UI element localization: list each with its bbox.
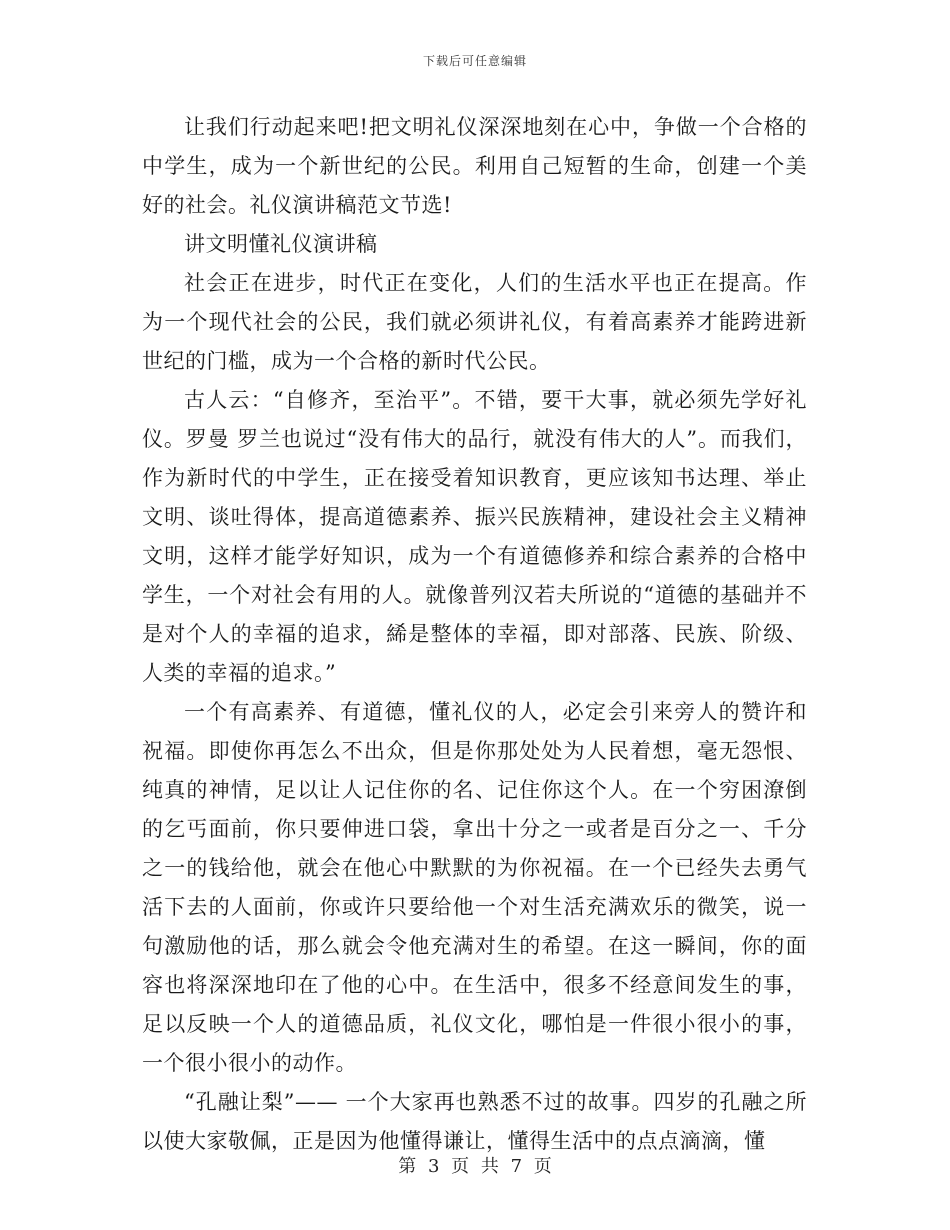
paragraph-3: 古人云：“自修齐，至治平”。不错，要干大事，就必须先学好礼仪。罗曼 罗兰也说过“没有伟大的品行，就没有伟大的人”。而我们，作为新时代的中学生，正在接受着知识教育，更应该知书达理、举止文明、谈吐得体，提高道德素养、振兴民族精神，建设社会主义精神文明，这样才能学好知识，成为一个有道德修养和综合素养的合格中学生，一个对社会有用的人。就像普列汉若夫所说的“道德的基础并不是对个人的幸福的追求，絺是整体的幸福，即对部落、民族、阶级、人类的幸福的追求。” (142, 388, 807, 685)
page-header: 下载后可任意编辑 (422, 54, 527, 68)
paragraph-4: 一个有高素养、有道德，懂礼仪的人，必定会引来旁人的赞许和祝福。即使你再怎么不出众，但是你那处处为人民着想，毫无怨恨、纯真的神情，足以让人记住你的名、记住你这个人。在一个穷困潦倒的乞丐面前，你只要伸进口袋，拿出十分之一或者是百分之一、千分之一的钱给他，就会在他心中默默的为你祝福。在一个已经失去勇气活下去的人面前，你或许只要给他一个对生活充满欢乐的微笑，说一句激励他的话，那么就会令他充满对生的希望。在这一瞬间，你的面容也将深深地印在了他的心中。在生活中，很多不经意间发生的事，足以反映一个人的道德品质，礼仪文化，哪怕是一件很小很小的事，一个很小很小的动作。 (142, 700, 807, 1075)
paragraph-1: 让我们行动起来吧!把文明礼仪深深地刻在心中，争做一个合格的中学生，成为一个新世纪的公民。利用自己短暂的生命，创建一个美好的社会。礼仪演讲稿范文节选! (142, 115, 807, 217)
page-footer: 第 3 页 共 7 页 (398, 1156, 552, 1177)
paragraph-2: 社会正在进步，时代正在变化，人们的生活水平也正在提高。作为一个现代社会的公民，我们就必须讲礼仪，有着高素养才能跨进新世纪的门槛，成为一个合格的新时代公民。 (142, 271, 807, 373)
document-body (142, 108, 807, 1161)
paragraph-5: “孔融让梨”—— 一个大家再也熟悉不过的故事。四岁的孔融之所以使大家敬佩，正是因为他懂得谦让，懂得生活中的点点滴滴，懂 (142, 1090, 807, 1153)
section-title: 讲文明懂礼仪演讲稿 (184, 232, 378, 256)
